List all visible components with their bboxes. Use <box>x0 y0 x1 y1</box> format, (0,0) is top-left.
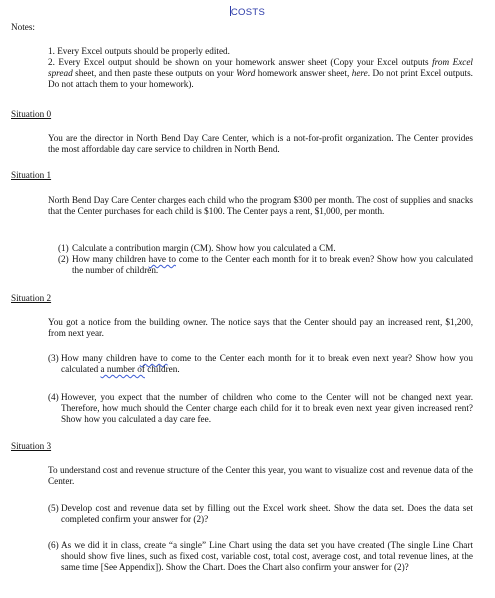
question-5-number: (5) <box>48 503 59 513</box>
situation-3-heading: Situation 3 <box>11 441 52 451</box>
notes-list <box>48 46 473 90</box>
note-item-2-text-a: 2. Every Excel output should be shown on your homework answer sheet (Copy your Excel outputs <box>48 57 433 67</box>
situation-2-heading: Situation 2 <box>11 293 52 303</box>
note-item-2-text-c: homework answer sheet, <box>255 68 352 78</box>
question-1-text: Calculate a contribution margin (CM). Show how you calculated a CM. <box>72 243 336 253</box>
question-6-row <box>48 540 473 573</box>
page-header <box>0 6 495 18</box>
note-item-1: 1. Every Excel outputs should be properly edited. <box>48 46 230 56</box>
question-3 <box>48 353 473 375</box>
question-4-number: (4) <box>48 392 59 402</box>
question-6 <box>48 540 473 573</box>
situation-1-questions <box>58 243 473 276</box>
question-6-number: (6) <box>48 540 59 550</box>
situation-0-heading: Situation 0 <box>11 109 52 119</box>
question-3-grammar-flag-2: a number of <box>100 364 145 374</box>
question-4 <box>48 392 473 425</box>
note-item-2-text-b: sheet, and then paste these outputs on your <box>72 68 237 78</box>
notes-label: Notes: <box>11 22 35 32</box>
situation-1-text: North Bend Day Care Center charges each child who the program $300 per month. The cost of supplies and snacks that the Center purchases for each child is $100. The Center pays a rent, $1,000, per month. <box>48 195 473 216</box>
situation-0-text: You are the director in North Bend Day Care Center, which is a not-for-profit organization. The Center provides the most affordable day care service to children in North Bend. <box>48 133 473 154</box>
question-2-text-a: How many children <box>72 254 149 264</box>
situation-2-text: You got a notice from the building owner. The notice says that the Center should pay an increased rent, $1,200, from next year. <box>48 317 473 338</box>
question-4-row <box>48 392 473 425</box>
situation-3-text: To understand cost and revenue structure of the Center this year, you want to visualize cost and revenue data of the Center. <box>48 465 473 486</box>
question-2-grammar-flag: have to <box>148 254 176 264</box>
question-2-text-b: come to the Center each month for it to break even? Show how you calculated the number of children. <box>72 254 473 275</box>
question-5-text: Develop cost and revenue data set by filling out the Excel work sheet. Show the data set. Does the data set completed confirm your answer for (2)? <box>61 503 473 524</box>
question-1-number: (1) <box>58 243 69 253</box>
header-title: COSTS <box>230 7 266 18</box>
note-item-2-em-2: Word <box>236 68 256 78</box>
note-item-2 <box>48 57 473 90</box>
question-3-text-b: come to the Center each month for it to break even next year? Show how you calculated <box>61 353 473 374</box>
question-5 <box>48 503 473 525</box>
question-3-text-a: How many children <box>61 353 140 363</box>
question-2 <box>58 254 473 276</box>
note-item-2-text-d: . Do not print Excel outputs. Do not attach them to your homework). <box>48 68 473 89</box>
question-3-row <box>48 353 473 375</box>
question-2-number: (2) <box>58 254 69 264</box>
note-item-2-em-1: from Excel spread <box>48 57 473 78</box>
question-5-row <box>48 503 473 525</box>
question-3-text-c: children. <box>144 364 180 374</box>
question-3-grammar-flag-1: have to <box>139 353 168 363</box>
question-6-text: As we did it in class, create “a single” Line Chart using the data set you have created (The single Line Chart should show five lines, such as fixed cost, variable cost, total cost, average cost, and total revenue lines, at the same time [See Appendix]). Show the Chart. Does the Chart also confirm your answer for (2)? <box>61 540 473 572</box>
situation-1-heading: Situation 1 <box>11 170 52 180</box>
question-4-text: However, you expect that the number of children who come to the Center will not be changed next year. Therefore, how much should the Center charge each child for it to break even next year given increased rent? Show how you calculated a day care fee. <box>61 392 473 424</box>
note-item-2-em-3: here <box>351 68 368 78</box>
question-3-number: (3) <box>48 353 59 363</box>
question-1 <box>58 243 473 254</box>
